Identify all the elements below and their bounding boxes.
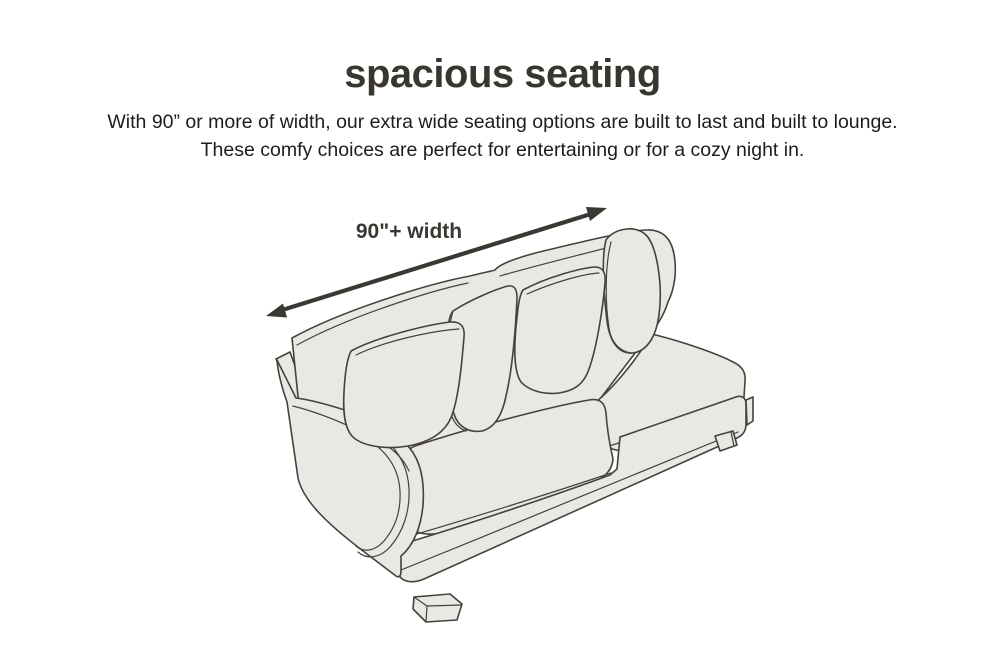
throw-pillow-4-face xyxy=(603,229,660,353)
sofa-base-right-face xyxy=(746,397,753,425)
page-title: spacious seating xyxy=(344,52,661,96)
arrow-head-right-icon xyxy=(586,207,607,221)
description-line-1: With 90” or more of width, our extra wide seating options are built to last and built to lounge. xyxy=(107,111,898,133)
throw-pillow-4 xyxy=(603,229,660,353)
arrow-head-left-icon xyxy=(266,304,287,318)
dimension-label: 90"+ width xyxy=(355,220,463,243)
header xyxy=(0,0,1005,164)
sofa-foot-front xyxy=(413,594,462,622)
description-line-2: These comfy choices are perfect for entertaining or for a cozy night in. xyxy=(200,139,805,161)
page-description xyxy=(0,108,1005,164)
